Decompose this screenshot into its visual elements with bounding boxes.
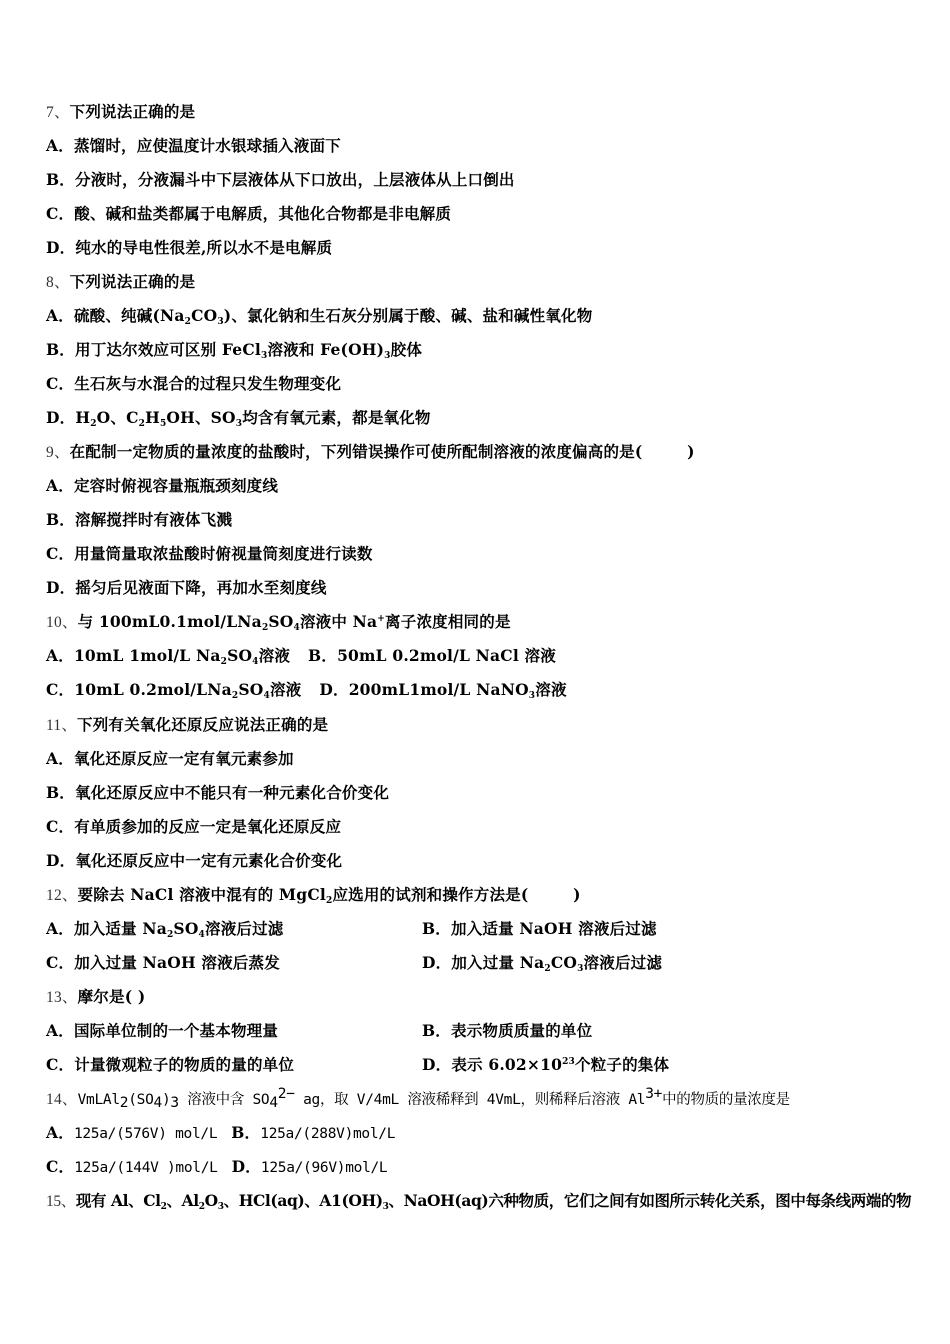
option-text: 加入适量 NaOH 溶液后过滤	[451, 919, 657, 938]
question-9-stem	[46, 442, 695, 463]
option-label: C．	[46, 680, 75, 699]
option-label: B．	[308, 646, 338, 665]
text-part: 加入适量 Na	[73, 919, 167, 938]
text-part: 溶液中 Na	[299, 612, 378, 631]
text-part: )	[161, 1092, 171, 1108]
superscript: 2−	[277, 1086, 295, 1102]
text-part: 10mL 1mol/L Na	[73, 646, 221, 665]
question-number: 15、	[46, 1193, 76, 1210]
text-part: 溶液和 Fe(OH)	[267, 340, 385, 359]
question-9-option-c	[46, 544, 373, 564]
text-part: ag，取 V/4mL 溶液稀释到 4VmL，则稀释后溶液 Al	[294, 1092, 646, 1108]
question-number: 14、	[46, 1091, 78, 1108]
text-part: 溶液	[535, 680, 567, 699]
question-11-option-a	[46, 749, 294, 769]
question-14-options-ab	[46, 1123, 395, 1144]
option-text: 酸、碱和盐类都属于电解质，其他化合物都是非电解质	[74, 204, 452, 223]
option-text: 国际单位制的一个基本物理量	[73, 1021, 279, 1040]
subscript: 2	[166, 930, 174, 940]
question-9-option-b	[46, 510, 232, 530]
subscript: 3	[217, 317, 224, 327]
option-label: A．	[46, 136, 74, 155]
text-part: 硫酸、纯碱(Na	[73, 306, 185, 325]
subscript: 3	[217, 1202, 224, 1212]
text-part: OH、SO	[166, 408, 236, 427]
question-7-stem	[46, 102, 195, 123]
question-11-option-b	[46, 783, 389, 803]
text-part: 200mL1mol/L NaNO	[348, 680, 529, 699]
subscript: 3	[528, 691, 536, 701]
question-text: 下列说法正确的是	[69, 102, 196, 121]
question-8-option-a	[46, 306, 592, 326]
text-part: O、C	[96, 408, 139, 427]
text-part: 表示 6.02×10	[451, 1055, 563, 1074]
question-14-option-c	[46, 1157, 218, 1176]
question-9-option-d	[46, 578, 327, 598]
subscript: 2	[138, 419, 146, 429]
subscript: 4	[153, 1095, 162, 1111]
option-text: 125a/(288V)mol/L	[260, 1126, 396, 1142]
question-number: 7、	[46, 104, 70, 121]
text-part: H	[145, 408, 160, 427]
text-part: SO	[268, 612, 294, 631]
subscript: 2	[160, 1202, 167, 1212]
option-label: B．	[422, 919, 452, 938]
subscript: 3	[235, 419, 243, 429]
question-text: 下列有关氧化还原反应说法正确的是	[77, 715, 329, 734]
subscript: 4	[293, 623, 300, 633]
option-text: 用量筒量取浓盐酸时俯视量筒刻度进行读数	[74, 544, 373, 563]
question-number: 12、	[46, 887, 78, 904]
option-label: A．	[46, 1021, 74, 1040]
text-part: H	[75, 408, 91, 427]
option-label: D．	[46, 851, 76, 870]
option-label: D．	[46, 578, 76, 597]
option-label: D．	[319, 680, 349, 699]
text-part: 溶液中含 SO	[178, 1092, 270, 1108]
option-label: D．	[422, 953, 452, 972]
subscript: 2	[325, 896, 333, 906]
question-number: 11、	[46, 717, 78, 734]
option-text: 有单质参加的反应一定是氧化还原反应	[74, 817, 342, 836]
option-text: 125a/(96V)mol/L	[260, 1160, 388, 1176]
question-10-option-c	[46, 680, 301, 699]
question-14-stem	[46, 1086, 790, 1111]
question-10-options-ab	[46, 646, 556, 666]
subscript: 4	[198, 930, 205, 940]
option-text: 溶解搅拌时有液体飞溅	[75, 510, 233, 529]
question-13-stem	[46, 987, 145, 1008]
question-10-options-cd	[46, 680, 567, 700]
superscript: +	[377, 614, 386, 624]
subscript: 3	[384, 351, 391, 361]
subscript: 2	[220, 657, 228, 667]
option-text: 表示物质质量的单位	[451, 1021, 593, 1040]
option-text: 加入过量 NaOH 溶液后蒸发	[74, 953, 280, 972]
option-text: 蒸馏时，应使温度计水银球插入液面下	[73, 136, 341, 155]
question-11-stem	[46, 715, 328, 736]
text-part: 要除去 NaCl 溶液中混有的 MgCl	[77, 885, 326, 904]
text-part: )、氯化钠和生石灰分别属于酸、碱、盐和碱性氧化物	[223, 306, 593, 325]
text-part: 10mL 0.2mol/LNa	[74, 680, 232, 699]
text-part: 中的物质的量浓度是	[662, 1092, 790, 1108]
subscript: 2	[119, 1095, 129, 1111]
question-10-option-b	[308, 646, 556, 665]
option-label: C．	[46, 953, 75, 972]
option-text: 氧化还原反应一定有氧元素参加	[73, 749, 294, 768]
question-10-stem	[46, 612, 511, 633]
question-12-option-b	[422, 919, 657, 939]
option-text: 摇匀后见液面下降，再加水至刻度线	[75, 578, 327, 597]
question-14-options-cd	[46, 1157, 387, 1178]
question-text: 摩尔是( )	[77, 987, 146, 1006]
question-13-option-a	[46, 1021, 593, 1041]
option-label: A．	[46, 476, 74, 495]
question-12-stem	[46, 885, 581, 906]
question-12-option-a	[46, 919, 657, 940]
option-text: 纯水的导电性很差,所以水不是电解质	[75, 238, 333, 257]
question-12-option-d	[422, 953, 662, 973]
question-15-stem	[46, 1191, 911, 1212]
subscript: 3	[260, 351, 268, 361]
text-part: SO	[227, 646, 253, 665]
subscript: 4	[252, 657, 259, 667]
question-text: 下列说法正确的是	[69, 272, 196, 291]
option-label: A．	[46, 1123, 74, 1142]
subscript: 3	[577, 964, 584, 974]
question-8-option-b	[46, 340, 422, 360]
subscript: 3	[170, 1095, 179, 1111]
question-7-option-a	[46, 136, 341, 156]
option-text: 125a/(576V) mol/L	[73, 1126, 218, 1142]
option-label: C．	[46, 817, 75, 836]
subscript: 2	[198, 1202, 205, 1212]
text-part: SO	[173, 919, 199, 938]
question-10-option-a	[46, 646, 290, 665]
text-part: CO	[191, 306, 218, 325]
option-label: C．	[46, 544, 75, 563]
text-part: SO	[238, 680, 264, 699]
text-part: 应选用的试剂和操作方法是( )	[332, 885, 581, 904]
option-text: 定容时俯视容量瓶瓶颈刻度线	[73, 476, 279, 495]
option-label: B．	[46, 783, 76, 802]
text-part: 用丁达尔效应可区别 FeCl	[75, 340, 261, 359]
superscript: 3+	[645, 1086, 663, 1102]
subscript: 2	[261, 623, 269, 633]
option-label: C．	[46, 374, 75, 393]
subscript: 5	[159, 419, 167, 429]
question-14-option-d	[232, 1157, 388, 1176]
text-part: 溶液后过滤	[205, 919, 284, 938]
text-part: 溶液	[258, 646, 291, 665]
option-label: A．	[46, 919, 74, 938]
question-7-option-d	[46, 238, 332, 258]
text-part: O	[204, 1191, 218, 1210]
question-13-option-d	[422, 1055, 669, 1075]
subscript: 2	[544, 964, 551, 974]
option-label: B．	[422, 1021, 452, 1040]
subscript: 2	[184, 317, 192, 327]
text-part: 溶液后过滤	[583, 953, 663, 972]
text-part: 离子浓度相同的是	[385, 612, 511, 631]
text-part: 与 100mL0.1mol/LNa	[77, 612, 262, 631]
option-label: A．	[46, 749, 74, 768]
option-label: C．	[46, 204, 75, 223]
text-part: 胶体	[390, 340, 423, 359]
question-number: 10、	[46, 614, 78, 631]
question-number: 8、	[46, 274, 70, 291]
option-label: D．	[46, 408, 76, 427]
option-label: D．	[231, 1157, 261, 1176]
subscript: 3	[382, 1202, 389, 1212]
superscript: 23	[562, 1057, 575, 1067]
option-label: B．	[46, 340, 76, 359]
option-text: 50mL 0.2mol/L NaCl 溶液	[337, 646, 556, 665]
question-7-option-b	[46, 170, 515, 190]
option-label: B．	[46, 510, 76, 529]
question-8-option-d	[46, 408, 431, 428]
text-part: 个粒子的集体	[575, 1055, 670, 1074]
option-label: A．	[46, 306, 74, 325]
text-part: VmLAl	[77, 1092, 120, 1108]
question-13-option-b	[422, 1021, 592, 1041]
question-text: 在配制一定物质的量浓度的盐酸时，下列错误操作可使所配制溶液的浓度偏高的是( )	[69, 442, 695, 461]
question-9-option-a	[46, 476, 278, 496]
question-number: 9、	[46, 444, 70, 461]
option-text: 氧化还原反应中一定有元素化合价变化	[75, 851, 343, 870]
option-label: B．	[46, 170, 76, 189]
question-7-option-c	[46, 204, 451, 224]
subscript: 2	[90, 419, 97, 429]
subscript: 2	[231, 691, 239, 701]
question-8-option-c	[46, 374, 341, 394]
option-label: A．	[46, 646, 74, 665]
question-14-option-b	[231, 1123, 395, 1142]
subscript: 4	[263, 691, 270, 701]
option-label: B．	[231, 1123, 261, 1142]
option-text: 125a/(144V )mol/L	[74, 1160, 218, 1176]
question-11-option-c	[46, 817, 341, 837]
option-label: C．	[46, 1055, 75, 1074]
text-part: 、NaOH(aq)六种物质，它们之间有如图所示转化关系，图中每条线两端的物	[388, 1191, 912, 1210]
subscript: 4	[269, 1095, 278, 1111]
text-part: 均含有氧元素，都是氧化物	[242, 408, 431, 427]
option-text: 计量微观粒子的物质的量的单位	[74, 1055, 295, 1074]
option-label: C．	[46, 1157, 75, 1176]
text-part: 现有 Al、Cl	[75, 1191, 161, 1210]
text-part: 加入过量 Na	[451, 953, 545, 972]
option-label: D．	[422, 1055, 452, 1074]
text-part: CO	[550, 953, 578, 972]
text-part: 溶液	[269, 680, 302, 699]
option-text: 生石灰与水混合的过程只发生物理变化	[74, 374, 342, 393]
question-10-option-d	[319, 680, 566, 699]
question-8-stem	[46, 272, 195, 293]
question-11-option-d	[46, 851, 342, 871]
option-label: D．	[46, 238, 76, 257]
text-part: (SO	[128, 1092, 154, 1108]
question-14-option-a	[46, 1123, 217, 1142]
question-12-option-c	[46, 953, 663, 974]
option-text: 氧化还原反应中不能只有一种元素化合价变化	[75, 783, 390, 802]
question-number: 13、	[46, 989, 78, 1006]
text-part: 、HCl(aq)、A1(OH)	[223, 1191, 383, 1210]
option-text: 分液时，分液漏斗中下层液体从下口放出，上层液体从上口倒出	[75, 170, 515, 189]
text-part: 、Al	[166, 1191, 199, 1210]
